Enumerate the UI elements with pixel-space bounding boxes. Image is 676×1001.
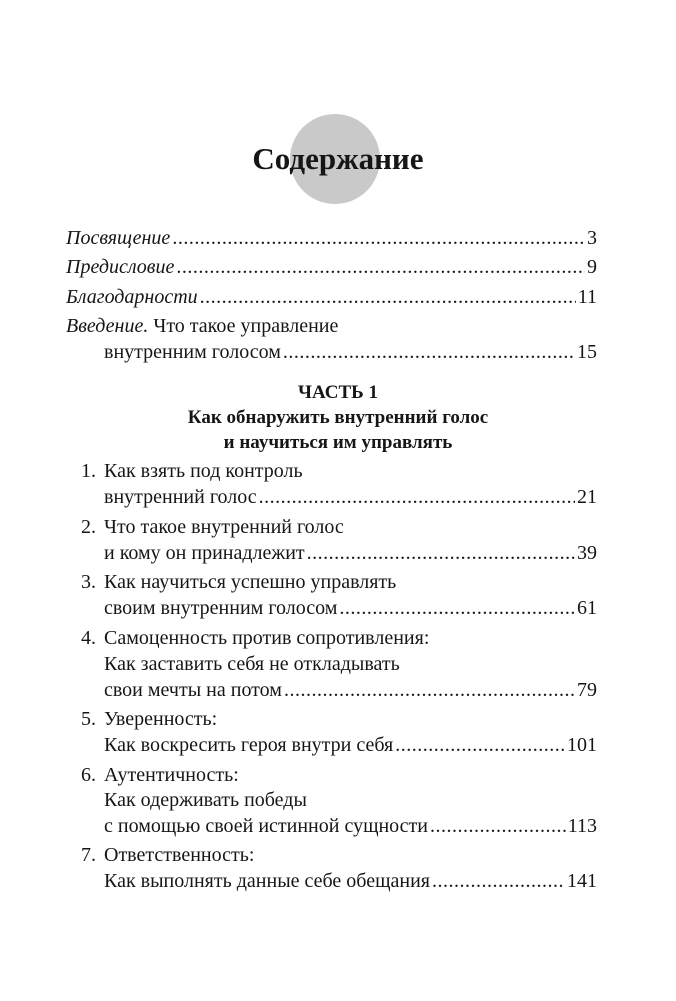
chapter-title: внутренний голос	[104, 486, 257, 508]
toc-entry-page: 21	[577, 486, 597, 508]
toc-entry-page: 3	[587, 227, 597, 249]
part-label: ЧАСТЬ 1	[298, 382, 378, 403]
chapter-number: 2.	[81, 516, 96, 538]
chapter-title: Уверенность:	[104, 708, 218, 730]
dot-leader	[172, 225, 585, 251]
chapter-number: 5.	[81, 708, 96, 730]
dot-leader	[430, 813, 566, 839]
toc-entry-label: Предисловие	[66, 256, 175, 278]
dot-leader	[395, 732, 565, 758]
dot-leader	[176, 254, 585, 280]
toc-entry-chapter-1	[104, 484, 597, 510]
chapter-number: 3.	[81, 571, 96, 593]
toc-entry-page: 9	[587, 256, 597, 278]
part-subtitle: и научиться им управлять	[223, 432, 453, 453]
toc-entry-chapter-7	[104, 868, 597, 894]
toc-entry-label: Благодарности	[66, 286, 198, 308]
toc-entry-introduction	[66, 313, 338, 339]
chapter-number: 6.	[81, 764, 96, 786]
chapter-title: Как взять под контроль	[104, 460, 303, 482]
dot-leader	[432, 868, 565, 894]
chapter-title: своим внутренним голосом	[104, 597, 338, 619]
chapter-number: 1.	[81, 460, 96, 482]
toc-entry-page: 79	[577, 679, 597, 701]
dot-leader	[259, 484, 575, 510]
toc-entry-dedication	[66, 225, 597, 251]
chapter-title: Аутентичность:	[104, 764, 239, 786]
toc-entry-preface	[66, 254, 597, 280]
toc-entry-title: Что такое управление	[153, 315, 339, 337]
toc-entry-page: 11	[577, 286, 597, 308]
dot-leader	[200, 284, 576, 310]
toc-entry-chapter-4	[104, 677, 597, 703]
chapter-title: Как воскресить героя внутри себя	[104, 734, 394, 756]
toc-entry-label: Введение.	[66, 315, 149, 337]
toc-entry-page: 61	[577, 597, 597, 619]
dot-leader	[307, 540, 575, 566]
chapter-title: Как одерживать победы	[104, 789, 307, 811]
chapter-title: Как заставить себя не откладывать	[104, 653, 400, 675]
page-title: Содержание	[252, 141, 424, 176]
chapter-title: Как научиться успешно управлять	[104, 571, 397, 593]
toc-entry-introduction-cont	[104, 339, 597, 365]
chapter-title: с помощью своей истинной сущности	[104, 815, 428, 837]
toc-entry-page: 141	[567, 870, 597, 892]
chapter-title: Самоценность против сопротивления:	[104, 627, 430, 649]
toc-entry-chapter-6	[104, 813, 597, 839]
chapter-title: и кому он принадлежит	[104, 542, 305, 564]
part-subtitle: Как обнаружить внутренний голос	[187, 407, 489, 428]
chapter-title: Что такое внутренний голос	[104, 516, 344, 538]
toc-entry-page: 15	[577, 341, 597, 363]
dot-leader	[283, 339, 575, 365]
toc-entry-title: внутренним голосом	[104, 341, 281, 363]
dot-leader	[284, 677, 575, 703]
chapter-number: 4.	[81, 627, 96, 649]
chapter-number: 7.	[81, 844, 96, 866]
toc-entry-page: 113	[567, 815, 597, 837]
toc-entry-chapter-3	[104, 595, 597, 621]
chapter-title: Как выполнять данные себе обещания	[104, 870, 430, 892]
chapter-title: Ответственность:	[104, 844, 255, 866]
toc-entry-page: 101	[567, 734, 597, 756]
toc-entry-chapter-2	[104, 540, 597, 566]
toc-entry-page: 39	[577, 542, 597, 564]
chapter-title: свои мечты на потом	[104, 679, 282, 701]
toc-entry-chapter-5	[104, 732, 597, 758]
toc-entry-label: Посвящение	[66, 227, 171, 249]
toc-entry-acknowledgements	[66, 284, 597, 310]
dot-leader	[339, 595, 575, 621]
